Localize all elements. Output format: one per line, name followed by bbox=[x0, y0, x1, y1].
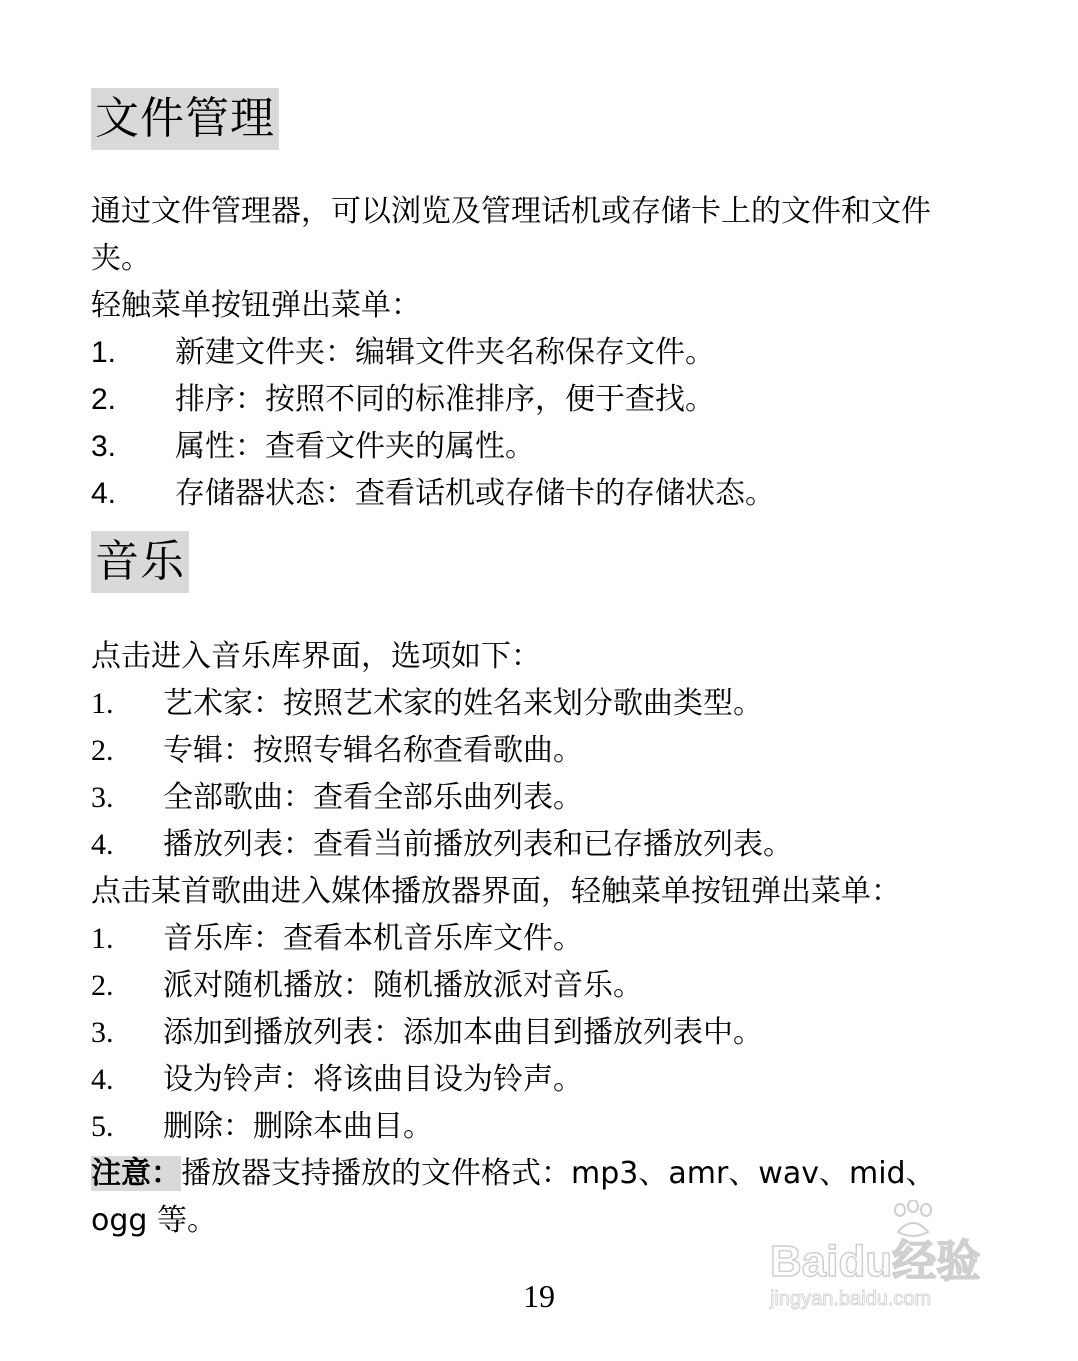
list-text: 属性：查看文件夹的属性。 bbox=[175, 429, 535, 464]
player-menu-list bbox=[91, 915, 1001, 1150]
list-text: 设为铃声：将该曲目设为铃声。 bbox=[163, 1062, 583, 1097]
note-line-1 bbox=[91, 1150, 1001, 1197]
list-number: 3. bbox=[91, 430, 117, 463]
list-text: 删除：删除本曲目。 bbox=[163, 1109, 433, 1144]
file-management-heading: 文件管理 bbox=[91, 88, 279, 150]
list-number: 2. bbox=[91, 969, 114, 1002]
list-item bbox=[91, 915, 1001, 962]
list-text: 专辑：按照专辑名称查看歌曲。 bbox=[163, 733, 583, 768]
note-label: 注意： bbox=[91, 1156, 181, 1191]
list-item bbox=[91, 1009, 1001, 1056]
list-number: 1. bbox=[91, 922, 114, 955]
list-item bbox=[91, 376, 1001, 423]
list-text: 添加到播放列表：添加本曲目到播放列表中。 bbox=[163, 1015, 763, 1050]
file-menu-list bbox=[91, 329, 1001, 517]
list-number: 4. bbox=[91, 1063, 114, 1096]
list-item bbox=[91, 1103, 1001, 1150]
list-item bbox=[91, 423, 1001, 470]
list-item bbox=[91, 329, 1001, 376]
list-item bbox=[91, 962, 1001, 1009]
list-text: 音乐库：查看本机音乐库文件。 bbox=[163, 921, 583, 956]
list-item bbox=[91, 1056, 1001, 1103]
music-intro: 点击进入音乐库界面，选项如下： bbox=[91, 639, 541, 674]
page-number: 19 bbox=[523, 1278, 555, 1314]
music-heading: 音乐 bbox=[91, 531, 189, 593]
list-text: 艺术家：按照艺术家的姓名来划分歌曲类型。 bbox=[163, 686, 763, 721]
note-line-2: ogg 等。 bbox=[91, 1203, 217, 1238]
file-menu-intro: 轻触菜单按钮弹出菜单： bbox=[91, 288, 421, 323]
list-item bbox=[91, 680, 1001, 727]
list-text: 派对随机播放：随机播放派对音乐。 bbox=[163, 968, 643, 1003]
list-item bbox=[91, 727, 1001, 774]
list-text: 全部歌曲：查看全部乐曲列表。 bbox=[163, 780, 583, 815]
file-intro-line-1: 通过文件管理器，可以浏览及管理话机或存储卡上的文件和文件 bbox=[91, 194, 931, 229]
document-page bbox=[91, 88, 1001, 1244]
list-number: 4. bbox=[91, 828, 114, 861]
list-number: 1. bbox=[91, 336, 117, 369]
file-intro-line-2: 夹。 bbox=[91, 241, 151, 276]
note-text: 播放器支持播放的文件格式：mp3、amr、wav、mid、 bbox=[181, 1156, 936, 1191]
list-number: 4. bbox=[91, 477, 117, 510]
player-intro: 点击某首歌曲进入媒体播放器界面，轻触菜单按钮弹出菜单： bbox=[91, 874, 901, 909]
list-text: 存储器状态：查看话机或存储卡的存储状态。 bbox=[175, 476, 775, 511]
list-number: 1. bbox=[91, 687, 114, 720]
list-number: 2. bbox=[91, 734, 114, 767]
list-item bbox=[91, 774, 1001, 821]
list-text: 播放列表：查看当前播放列表和已存播放列表。 bbox=[163, 827, 793, 862]
list-number: 5. bbox=[91, 1110, 114, 1143]
list-item bbox=[91, 821, 1001, 868]
list-number: 3. bbox=[91, 1016, 114, 1049]
watermark-url: jingyan.baidu.com bbox=[770, 1288, 932, 1310]
list-number: 2. bbox=[91, 383, 117, 416]
watermark-logo-text: Baidu经验 bbox=[770, 1237, 981, 1286]
list-number: 3. bbox=[91, 781, 114, 814]
list-item bbox=[91, 470, 1001, 517]
music-library-list bbox=[91, 680, 1001, 868]
list-text: 新建文件夹：编辑文件夹名称保存文件。 bbox=[175, 335, 715, 370]
list-text: 排序：按照不同的标准排序，便于查找。 bbox=[175, 382, 715, 417]
